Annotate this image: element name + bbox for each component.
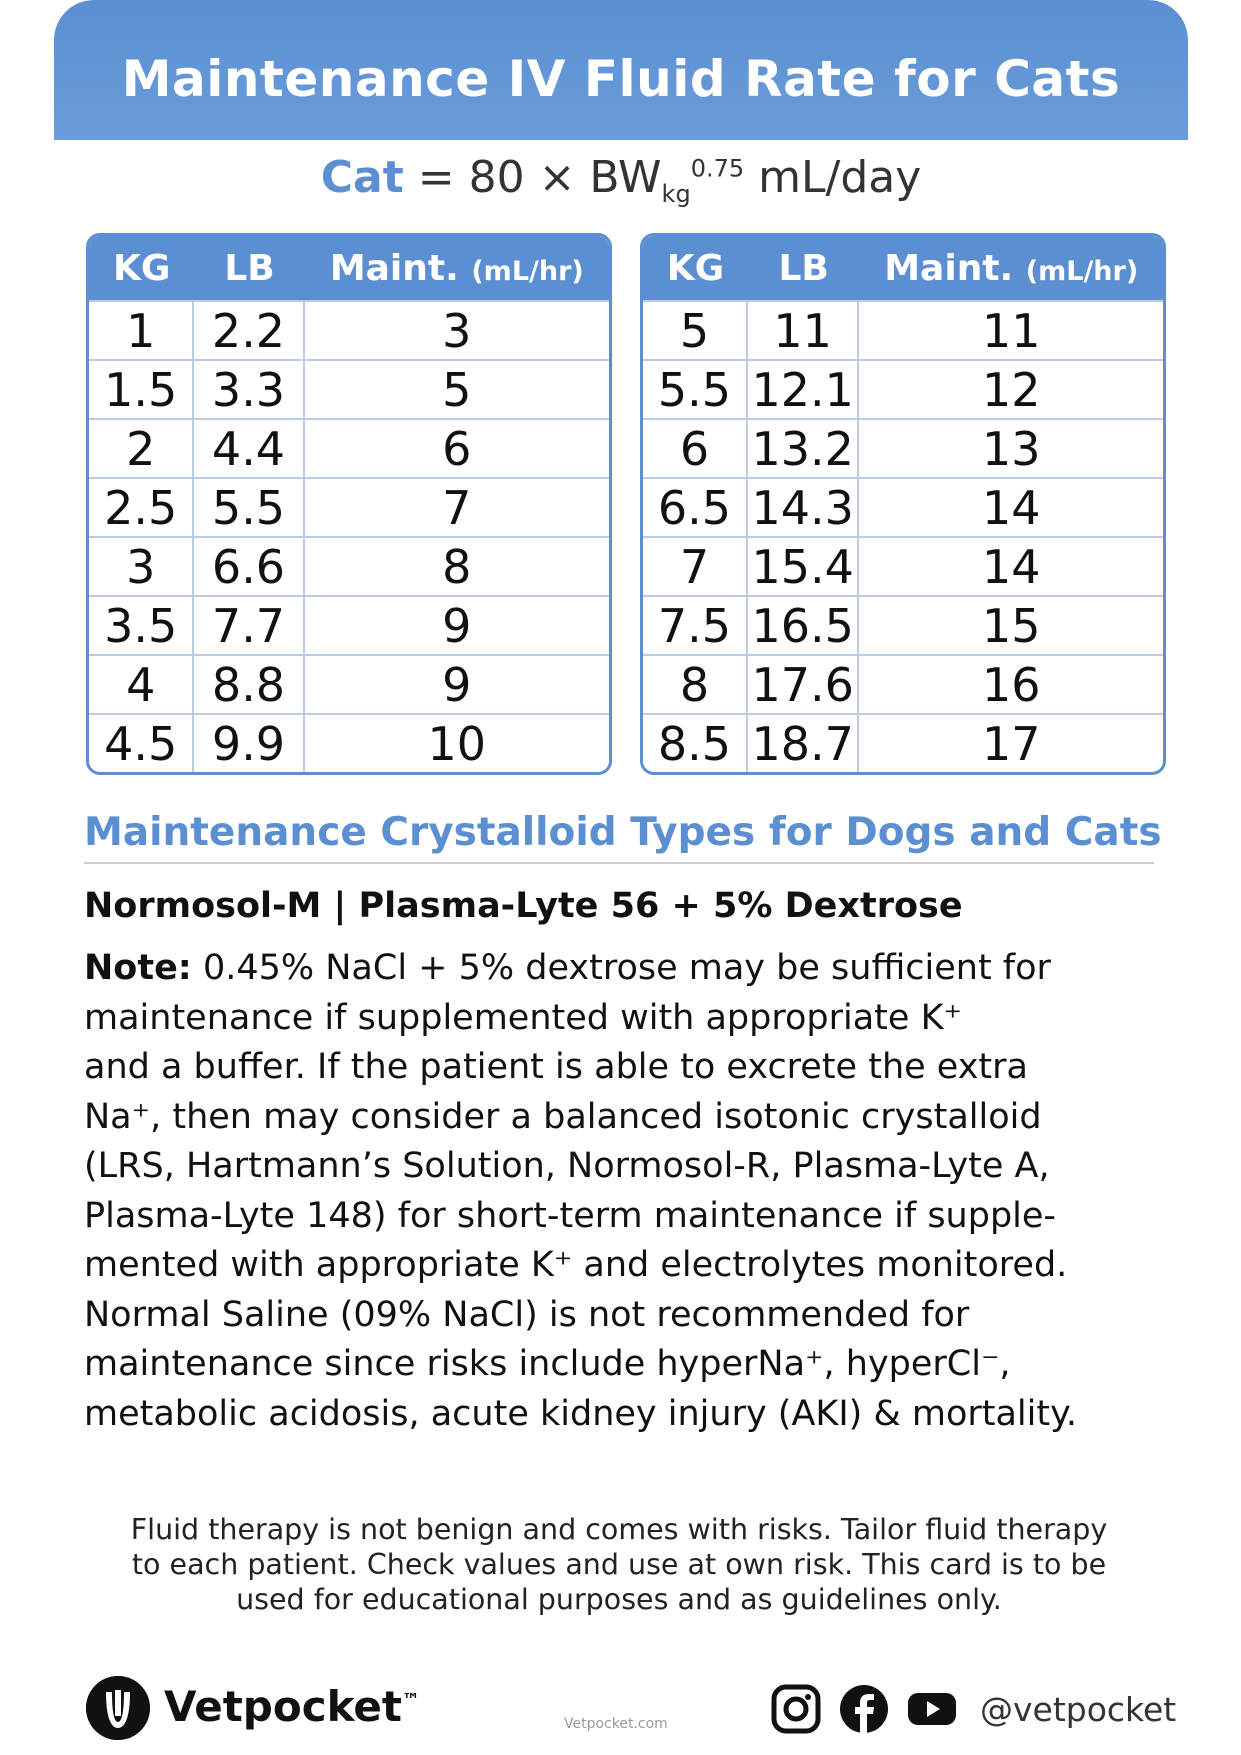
table-row xyxy=(89,713,609,772)
disclaimer-line: Fluid therapy is not benign and comes with risks. Tailor fluid therapy xyxy=(130,1513,1108,1546)
cell-lb: 2.2 xyxy=(194,300,304,359)
cell-maint: 8 xyxy=(305,536,609,595)
table-row xyxy=(89,300,609,359)
cell-kg: 7.5 xyxy=(643,595,748,654)
watermark: Vetpocket.com xyxy=(564,1716,668,1732)
table-row xyxy=(89,536,609,595)
cell-kg: 1.5 xyxy=(89,359,194,418)
cell-maint: 9 xyxy=(305,595,609,654)
cell-kg: 4.5 xyxy=(89,713,194,772)
cell-lb: 9.9 xyxy=(194,713,304,772)
page-title: Maintenance IV Fluid Rate for Cats xyxy=(121,50,1121,108)
col-header-kg: KG xyxy=(89,236,194,300)
cell-maint: 16 xyxy=(859,654,1163,713)
cell-maint: 9 xyxy=(305,654,609,713)
cell-lb: 14.3 xyxy=(748,477,860,536)
cell-maint: 14 xyxy=(859,477,1163,536)
note-paragraph xyxy=(84,944,1164,1439)
col-header-maint: Maint. (mL/hr) xyxy=(305,236,609,300)
cell-maint: 3 xyxy=(305,300,609,359)
cell-lb: 13.2 xyxy=(748,418,860,477)
cell-lb: 6.6 xyxy=(194,536,304,595)
table-row xyxy=(643,359,1163,418)
cell-maint: 14 xyxy=(859,536,1163,595)
note-line: Na⁺, then may consider a balanced isotonic crystalloid xyxy=(84,1096,1042,1137)
note-line: maintenance if supplemented with appropriate K⁺ xyxy=(84,997,962,1038)
youtube-icon[interactable] xyxy=(906,1683,958,1735)
cell-kg: 4 xyxy=(89,654,194,713)
cell-kg: 8 xyxy=(643,654,748,713)
note-line: mented with appropriate K⁺ and electrolytes monitored. xyxy=(84,1245,1068,1285)
cell-lb: 5.5 xyxy=(194,477,304,536)
formula xyxy=(54,152,1188,208)
table-row xyxy=(89,595,609,654)
disclaimer-line: to each patient. Check values and use at own risk. This card is to be xyxy=(131,1548,1107,1581)
cell-kg: 6 xyxy=(643,418,748,477)
cell-kg: 5 xyxy=(643,300,748,359)
cell-maint: 11 xyxy=(859,300,1163,359)
cell-kg: 3.5 xyxy=(89,595,194,654)
instagram-icon[interactable] xyxy=(770,1683,822,1735)
cell-lb: 16.5 xyxy=(748,595,860,654)
cell-kg: 8.5 xyxy=(643,713,748,772)
cell-lb: 18.7 xyxy=(748,713,860,772)
vetpocket-logo-icon xyxy=(86,1676,150,1740)
cell-kg: 3 xyxy=(89,536,194,595)
cell-maint: 7 xyxy=(305,477,609,536)
cell-maint: 13 xyxy=(859,418,1163,477)
table-row xyxy=(89,418,609,477)
table-row xyxy=(643,654,1163,713)
fluid-table-right xyxy=(640,233,1166,775)
table-row xyxy=(89,359,609,418)
divider xyxy=(84,862,1154,864)
header-banner xyxy=(54,0,1188,140)
reference-card xyxy=(54,0,1188,1755)
cell-maint: 5 xyxy=(305,359,609,418)
social-links xyxy=(770,1682,1176,1736)
cell-maint: 6 xyxy=(305,418,609,477)
note-line: (LRS, Hartmann’s Solution, Normosol-R, Plasma-Lyte A, xyxy=(84,1146,1050,1186)
formula-exponent: 0.75 xyxy=(690,154,745,183)
table-row xyxy=(643,300,1163,359)
cell-maint: 17 xyxy=(859,713,1163,772)
cell-maint: 12 xyxy=(859,359,1163,418)
facebook-icon[interactable] xyxy=(838,1683,890,1735)
note-line: and a buffer. If the patient is able to excrete the extra xyxy=(84,1047,1028,1087)
cell-kg: 6.5 xyxy=(643,477,748,536)
note-line: metabolic acidosis, acute kidney injury (AKI) & mortality. xyxy=(84,1393,1077,1434)
disclaimer xyxy=(84,1512,1154,1617)
cell-lb: 7.7 xyxy=(194,595,304,654)
cell-lb: 15.4 xyxy=(748,536,860,595)
cell-kg: 2.5 xyxy=(89,477,194,536)
brand-name: Vetpocket™ xyxy=(164,1682,420,1731)
cell-kg: 5.5 xyxy=(643,359,748,418)
note-line: Plasma-Lyte 148) for short-term maintenance if supple- xyxy=(84,1195,1057,1236)
col-header-lb: LB xyxy=(194,236,304,300)
cell-kg: 2 xyxy=(89,418,194,477)
cell-lb: 17.6 xyxy=(748,654,860,713)
cell-kg: 7 xyxy=(643,536,748,595)
table-row xyxy=(643,713,1163,772)
cell-lb: 8.8 xyxy=(194,654,304,713)
col-header-maint: Maint. (mL/hr) xyxy=(859,236,1163,300)
table-row xyxy=(643,477,1163,536)
social-handle[interactable]: @vetpocket xyxy=(980,1689,1177,1729)
table-row xyxy=(89,477,609,536)
cell-lb: 11 xyxy=(748,300,860,359)
table-row xyxy=(89,654,609,713)
cell-lb: 4.4 xyxy=(194,418,304,477)
section-title: Maintenance Crystalloid Types for Dogs and Cats xyxy=(84,810,1162,855)
cell-kg: 1 xyxy=(89,300,194,359)
fluid-table-left xyxy=(86,233,612,775)
formula-unit: mL/day xyxy=(758,152,922,203)
cell-lb: 12.1 xyxy=(748,359,860,418)
table-row xyxy=(643,536,1163,595)
cell-maint: 10 xyxy=(305,713,609,772)
note-line: 0.45% NaCl + 5% dextrose may be sufficient for xyxy=(191,948,1051,988)
cell-maint: 15 xyxy=(859,595,1163,654)
formula-species: Cat xyxy=(320,152,404,203)
table-row xyxy=(643,418,1163,477)
note-label: Note: xyxy=(84,948,192,988)
note-line: maintenance since risks include hyperNa⁺, hyperCl⁻, xyxy=(84,1344,1011,1384)
formula-subscript: kg xyxy=(661,179,691,208)
note-line: Normal Saline (09% NaCl) is not recommended for xyxy=(84,1294,970,1335)
recommended-products: Normosol-M | Plasma-Lyte 56 + 5% Dextrose xyxy=(84,886,963,926)
cell-lb: 3.3 xyxy=(194,359,304,418)
footer xyxy=(54,1668,1188,1748)
table-row xyxy=(643,595,1163,654)
disclaimer-line: used for educational purposes and as guidelines only. xyxy=(236,1583,1002,1616)
formula-body: = 80 × BW xyxy=(417,152,662,203)
col-header-lb: LB xyxy=(748,236,860,300)
col-header-kg: KG xyxy=(643,236,748,300)
